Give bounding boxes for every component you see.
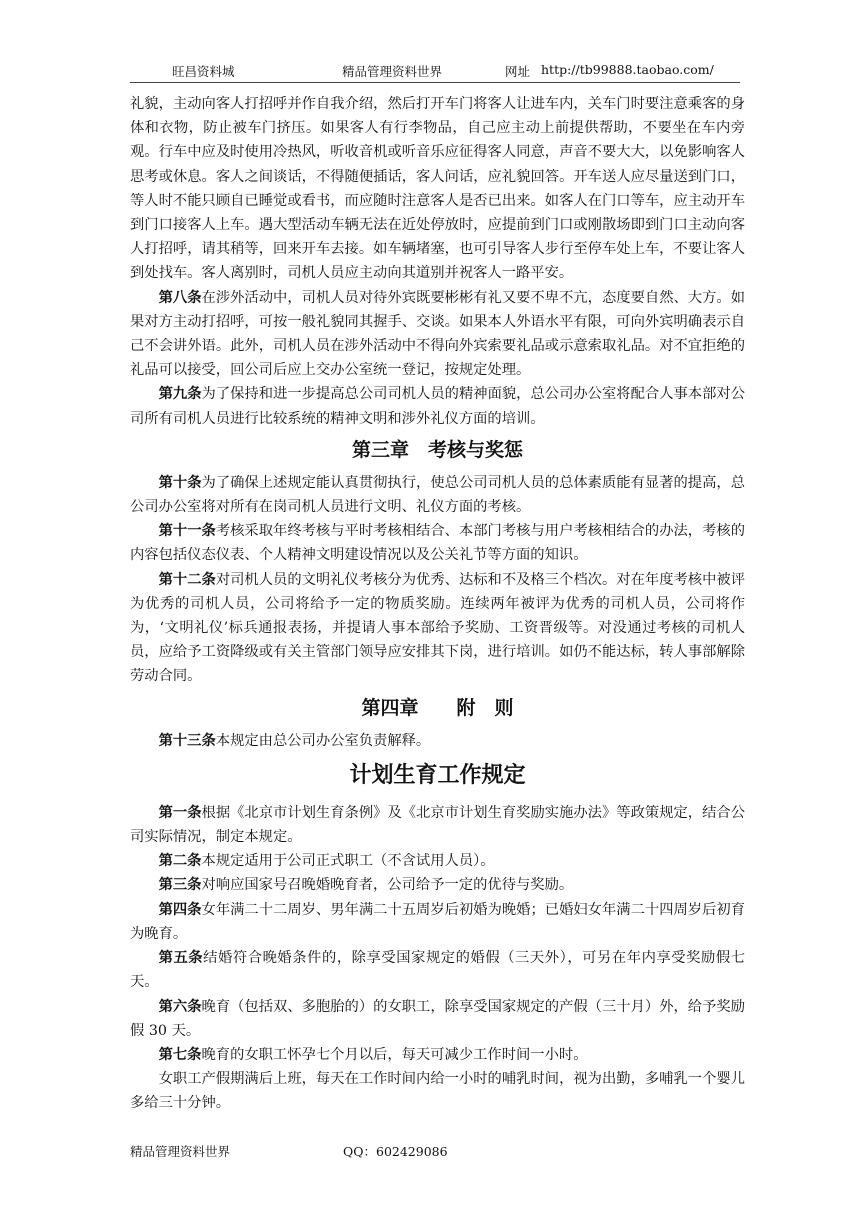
article-9-text: 为了保持和进一步提高总公司司机人员的精神面貌，总公司办公室将配合人事本部对公司所有司机人员进行比较系统的精神文明和涉外礼仪方面的培训。 xyxy=(130,386,746,427)
fp-article-3-text: 对响应国家号召晚婚晚育者，公司给予一定的优待与奖励。 xyxy=(201,877,574,894)
fp-article-1 xyxy=(130,801,745,849)
fp-article-7 xyxy=(130,1043,745,1067)
paragraph-nursing: 女职工产假期满后上班，每天在工作时间内给一小时的哺乳时间，视为出勤，多哺乳一个婴儿多给三十分钟。 xyxy=(130,1071,745,1112)
article-10-text: 为了确保上述规定能认真贯彻执行，使总公司司机人员的总体素质能有显著的提高，总公司办公室将对所有在岗司机人员进行文明、礼仪方面的考核。 xyxy=(130,474,746,516)
article-11-text: 考核采取年终考核与平时考核相结合、本部门考核与用户考核相结合的办法，考核的内容包括仪态仪表、个人精神文明建设情况以及公关礼节等方面的知识。 xyxy=(130,523,746,564)
article-11-label: 第十一条 xyxy=(158,523,216,540)
fp-article-6-text: 晚育（包括双、多胞胎的）的女职工，除享受国家规定的产假（三十月）外，给予奖励假 30 天。 xyxy=(130,998,746,1039)
article-13-label: 第十三条 xyxy=(158,732,216,749)
fp-article-7-text: 晚育的女职工怀孕七个月以后，每天可减少工作时间一小时。 xyxy=(201,1046,588,1063)
footer-qq: QQ：602429086 xyxy=(343,1144,448,1159)
fp-article-1-label: 第一条 xyxy=(158,804,202,821)
fp-article-7-label: 第七条 xyxy=(158,1046,202,1063)
fp-article-6-label: 第六条 xyxy=(158,998,202,1015)
chapter-4-heading: 第四章 附 则 xyxy=(361,696,514,719)
article-13-text: 本规定由总公司办公室负责解释。 xyxy=(215,732,431,749)
article-9-label: 第九条 xyxy=(158,386,202,403)
article-8 xyxy=(130,286,745,383)
document-title: 计划生育工作规定 xyxy=(349,762,526,788)
article-13 xyxy=(130,729,745,753)
article-9 xyxy=(130,382,745,430)
fp-article-4 xyxy=(130,898,745,946)
fp-article-5-text: 结婚符合晚婚条件的，除享受国家规定的婚假（三天外），可另在年内享受奖励假七天。 xyxy=(130,950,745,991)
header-center-title: 精品管理资料世界 xyxy=(342,64,443,79)
paragraph-intro: 礼貌，主动向客人打招呼并作自我介绍，然后打开车门将客人让进车内，关车门时要注意乘客的身体和衣物，防止被车门挤压。如果客人有行李物品，自己应主动上前提供帮助，不要坐在车内旁观。行车中应及时使用冷热风，听收音机或听音乐应征得客人同意，声音不要大大，以免影响客人思考或休息。客人之间谈话，不得随便插话，客人问话，应礼貌回答。开车送人应尽量送到门口，等人时不能只顾自已睡觉或看书，而应随时注意客人是否已出来。如客人在门口等车，应主动开车到门口接客人上车。遇大型活动车辆无法在近处停放时，应提前到门口或刚散场即到门口主动向客人打招呼，请其稍等，回来开车去接。如车辆堵塞，也可引导客人步行至停车处上车，不要让客人到处找车。客人离别时，司机人员应主动向其道别并祝客人一路平安。 xyxy=(130,96,745,282)
footer-site-name: 精品管理资料世界 xyxy=(130,1144,231,1159)
fp-article-2 xyxy=(130,849,745,873)
article-12-text: 对司机人员的文明礼仪考核分为优秀、达标和不及格三个档次。对在年度考核中被评为优秀的司机人员，公司将给予一定的物质奖励。连续两年被评为优秀的司机人员，公司将作为，‘文明礼仪’标兵通报表扬，并提请人事本部给予奖励、工资晋级等。对没通过考核的司机人员，应给予工资降级或有关主管部门领导应安排其下岗，进行培训。如仍不能达标，转人事部解除劳动合同。 xyxy=(130,571,746,685)
chapter-3-heading: 第三章 考核与奖惩 xyxy=(351,438,523,461)
fp-article-5-label: 第五条 xyxy=(158,950,204,967)
article-12-label: 第十二条 xyxy=(158,571,216,588)
fp-article-3 xyxy=(130,873,745,897)
fp-article-2-text: 本规定适用于公司正式职工（不含试用人员）。 xyxy=(201,853,495,870)
header-site-name: 旺昌资料城 xyxy=(172,64,235,79)
article-11 xyxy=(130,519,745,567)
fp-article-2-label: 第二条 xyxy=(158,853,202,870)
document-body xyxy=(130,92,745,1116)
article-10 xyxy=(130,471,745,519)
article-12 xyxy=(130,568,745,689)
article-8-text: 在涉外活动中，司机人员对待外宾既要彬彬有礼又要不卑不亢，态度要自然、大方。如果对方主动打招呼，可按一般礼貌同其握手、交谈。如果本人外语水平有限，可向外宾明确表示自己不会讲外语。此外，司机人员在涉外活动中不得向外宾索要礼品或示意索取礼品。对不宜拒绝的礼品可以接受，回公司后应上交办公室统一登记，按规定处理。 xyxy=(130,289,746,379)
fp-article-4-text: 女年满二十二周岁、男年满二十五周岁后初婚为晚婚；已婚妇女年满二十四周岁后初育为晚育。 xyxy=(130,901,746,942)
header-url-link[interactable]: http://tb99888.taobao.com/ xyxy=(541,62,714,77)
header-divider xyxy=(130,82,740,83)
fp-article-4-label: 第四条 xyxy=(158,901,202,918)
fp-article-1-text: 根据《北京市计划生育条例》及《北京市计划生育奖励实施办法》等政策规定，结合公司实际情况，制定本规定。 xyxy=(130,804,746,846)
fp-article-6 xyxy=(130,995,745,1043)
header-url-label: 网址 xyxy=(505,64,531,79)
article-8-label: 第八条 xyxy=(158,289,202,306)
article-10-label: 第十条 xyxy=(158,474,202,491)
fp-article-5 xyxy=(130,946,745,994)
fp-article-3-label: 第三条 xyxy=(158,877,202,894)
